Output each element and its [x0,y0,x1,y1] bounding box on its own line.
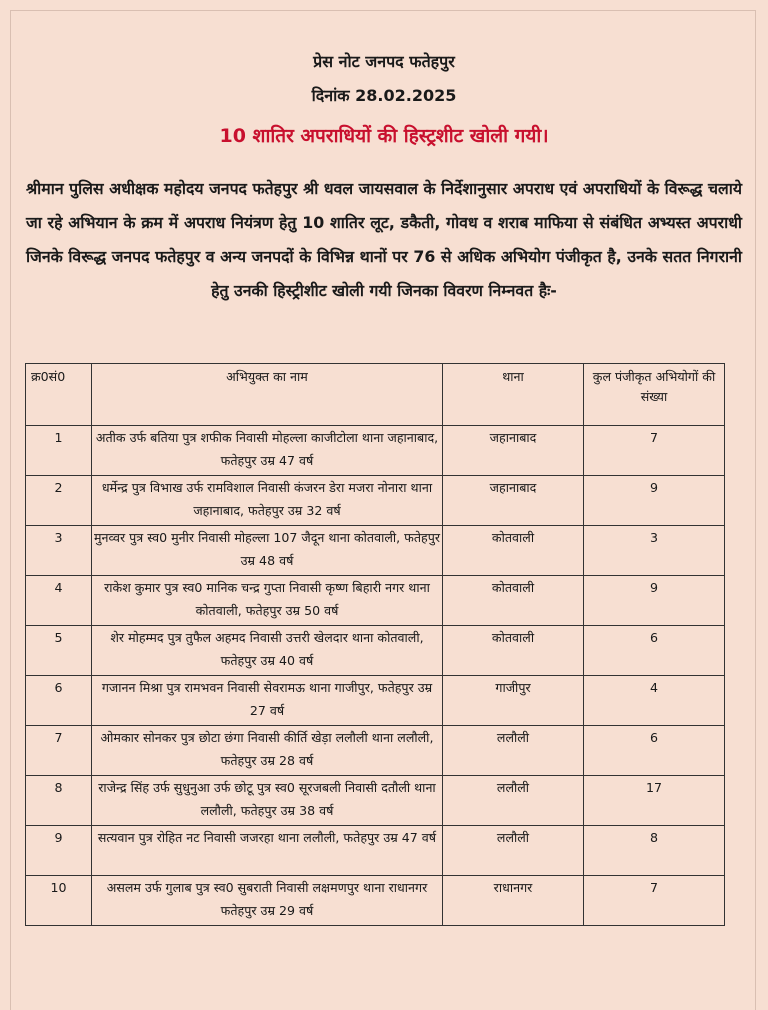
cell-accused-name: राजेन्द्र सिंह उर्फ सुधुनुआ उर्फ छोटू पुत्र स्व0 सूरजबली निवासी दतौली थाना ललौली, फतेहपुर उम्र 38 वर्ष [92,776,443,826]
cell-case-count: 7 [584,876,725,926]
cell-case-count: 7 [584,426,725,476]
cell-station: ललौली [443,776,584,826]
table-row [26,826,725,876]
intro-paragraph: श्रीमान पुलिस अधीक्षक महोदय जनपद फतेहपुर श्री धवल जायसवाल के निर्देशानुसार अपराध एवं अपराधियों के विरूद्ध चलाये जा रहे अभियान के क्रम में अपराध नियंत्रण हेतु 10 शातिर लूट, डकैती, गोवध व शराब माफिया से संबंधित अभ्यस्त अपराधी जिनके विरूद्ध जनपद फतेहपुर व अन्य जनपदों के विभिन्न थानों पर 76 से अधिक अभियोग पंजीकृत है, उनके सतत निगरानी हेतु उनकी हिस्ट्रीशीट खोली गयी जिनका विवरण निम्नवत हैः- [26,179,742,300]
cell-serial: 3 [26,526,92,576]
table-row [26,626,725,676]
cell-case-count: 6 [584,726,725,776]
cell-station: जहानाबाद [443,426,584,476]
table-row [26,426,725,476]
table-row [26,726,725,776]
cell-serial: 9 [26,826,92,876]
cell-serial: 10 [26,876,92,926]
table-row [26,776,725,826]
cell-station: राधानगर [443,876,584,926]
cell-station: गाजीपुर [443,676,584,726]
cell-accused-name: अतीक उर्फ बतिया पुत्र शफीक निवासी मोहल्ला काजीटोला थाना जहानाबाद, फतेहपुर उम्र 47 वर्ष [92,426,443,476]
press-note-heading: प्रेस नोट जनपद फतेहपुर [313,52,455,71]
header-accused-name: अभियुक्त का नाम [92,364,443,426]
cell-station: कोतवाली [443,576,584,626]
cell-serial: 2 [26,476,92,526]
table-row [26,576,725,626]
cell-accused-name: गजानन मिश्रा पुत्र रामभवन निवासी सेवरामऊ थाना गाजीपुर, फतेहपुर उम्र 27 वर्ष [92,676,443,726]
cell-case-count: 9 [584,476,725,526]
cell-serial: 1 [26,426,92,476]
table-row [26,876,725,926]
cell-serial: 5 [26,626,92,676]
cell-serial: 7 [26,726,92,776]
cell-station: कोतवाली [443,526,584,576]
cell-serial: 6 [26,676,92,726]
cell-serial: 8 [26,776,92,826]
cell-station: ललौली [443,726,584,776]
table-row [26,526,725,576]
cell-case-count: 9 [584,576,725,626]
cell-accused-name: सत्यवान पुत्र रोहित नट निवासी जजरहा थाना ललौली, फतेहपुर उम्र 47 वर्ष [92,826,443,876]
cell-serial: 4 [26,576,92,626]
cell-case-count: 6 [584,626,725,676]
header-station: थाना [443,364,584,426]
cell-accused-name: धर्मेन्द्र पुत्र विभाख उर्फ रामविशाल निवासी कंजरन डेरा मजरा नोनारा थाना जहानाबाद, फतेहपुर उम्र 32 वर्ष [92,476,443,526]
cell-case-count: 3 [584,526,725,576]
table-header-row [26,364,725,426]
cell-accused-name: ओमकार सोनकर पुत्र छोटा छंगा निवासी कीर्ति खेड़ा ललौली थाना ललौली, फतेहपुर उम्र 28 वर्ष [92,726,443,776]
header-case-count: कुल पंजीकृत अभियोगों की संख्या [584,364,725,426]
cell-accused-name: राकेश कुमार पुत्र स्व0 मानिक चन्द्र गुप्ता निवासी कृष्ण बिहारी नगर थाना कोतवाली, फतेहपुर उम्र 50 वर्ष [92,576,443,626]
table-row [26,476,725,526]
cell-case-count: 17 [584,776,725,826]
cell-accused-name: असलम उर्फ गुलाब पुत्र स्व0 सुबराती निवासी लक्षमणपुर थाना राधानगर फतेहपुर उम्र 29 वर्ष [92,876,443,926]
document-title: 10 शातिर अपराधियों की हिस्ट्रशीट खोली गयी। [219,125,549,147]
cell-station: कोतवाली [443,626,584,676]
offenders-table [25,363,725,926]
cell-case-count: 4 [584,676,725,726]
table-row [26,676,725,726]
header-serial: क्र0सं0 [26,364,92,426]
cell-case-count: 8 [584,826,725,876]
cell-accused-name: मुनव्वर पुत्र स्व0 मुनीर निवासी मोहल्ला 107 जैदून थाना कोतवाली, फतेहपुर उम्र 48 वर्ष [92,526,443,576]
cell-station: जहानाबाद [443,476,584,526]
cell-station: ललौली [443,826,584,876]
date-line: दिनांक 28.02.2025 [311,86,457,105]
cell-accused-name: शेर मोहम्मद पुत्र तुफैल अहमद निवासी उत्तरी खेलदार थाना कोतवाली, फतेहपुर उम्र 40 वर्ष [92,626,443,676]
